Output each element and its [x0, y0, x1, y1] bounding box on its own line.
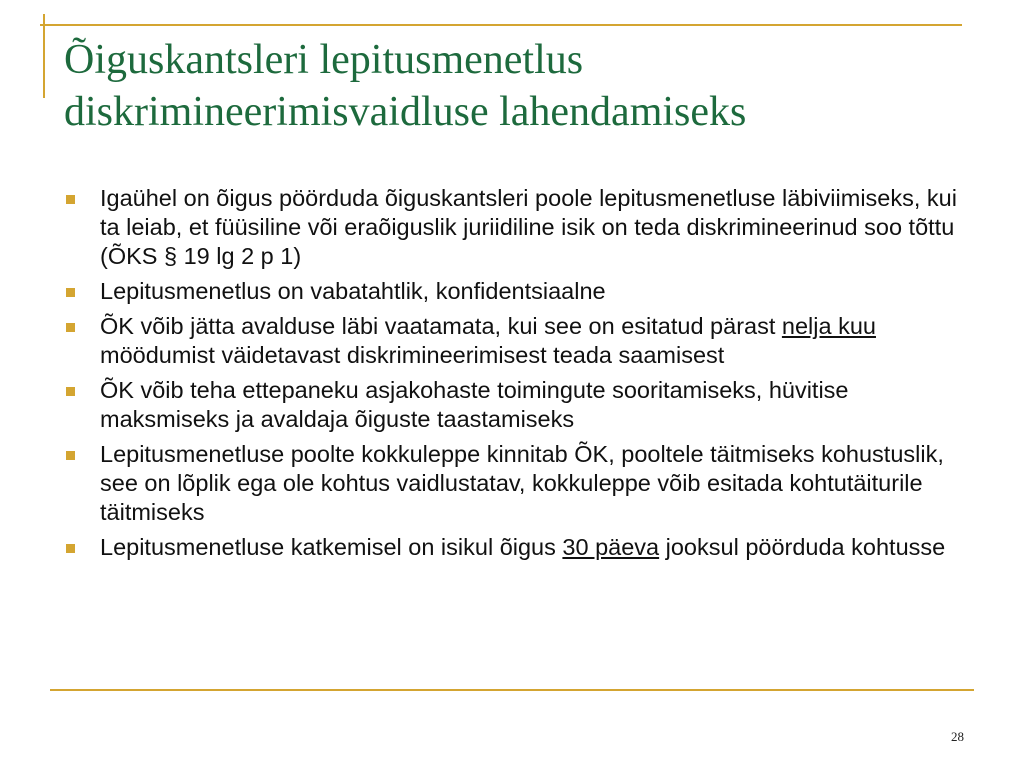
bullet-text-before: ÕK võib jätta avalduse läbi vaatamata, kui see on esitatud pärast — [100, 313, 782, 339]
underlined-term: 30 päeva — [562, 534, 660, 560]
square-bullet-icon — [66, 195, 75, 204]
bullet-text-after: jooksul pöörduda kohtusse — [659, 534, 946, 560]
bullet-text: Lepitusmenetluse poolte kokkuleppe kinnitab ÕK, pooltele täitmiseks kohustuslik, see on lõplik ega ole kohtus vaidlustatav, kokkuleppe võib esitada kohtutäiturile täitmiseks — [100, 441, 944, 525]
square-bullet-icon — [66, 451, 75, 460]
square-bullet-icon — [66, 288, 75, 297]
slide-title-line-2: diskrimineerimisvaidluse lahendamiseks — [64, 89, 747, 135]
bullet-item — [66, 277, 976, 306]
slide-title — [64, 34, 994, 138]
bullet-text-before: Lepitusmenetluse katkemisel on isikul õigus — [100, 534, 563, 560]
bullet-text-after: möödumist väidetavast diskrimineerimisest teada saamisest — [100, 342, 725, 368]
square-bullet-icon — [66, 387, 75, 396]
bullet-item — [66, 440, 976, 527]
bullet-item — [66, 184, 976, 271]
top-decorative-rule — [40, 24, 962, 26]
bullet-list — [66, 184, 976, 568]
square-bullet-icon — [66, 323, 75, 332]
bullet-item — [66, 533, 976, 562]
page-number: 28 — [951, 729, 964, 744]
bullet-text: ÕK võib teha ettepaneku asjakohaste toimingute sooritamiseks, hüvitise maksmiseks ja avaldaja õiguste taastamiseks — [100, 377, 849, 432]
slide-title-line-1: Õiguskantsleri lepitusmenetlus — [64, 37, 584, 83]
underlined-term: nelja kuu — [781, 313, 876, 339]
bottom-decorative-rule — [50, 689, 974, 691]
bullet-text: Igaühel on õigus pöörduda õiguskantsleri poole lepitusmenetluse läbiviimiseks, kui ta leiab, et füüsiline või eraõiguslik juriidiline isik on teda diskrimineerinud soo tõttu (ÕKS § 19 lg 2 p 1) — [100, 185, 957, 269]
square-bullet-icon — [66, 544, 75, 553]
bullet-item — [66, 312, 976, 370]
left-decorative-rule — [43, 14, 45, 98]
bullet-item — [66, 376, 976, 434]
bullet-text: Lepitusmenetlus on vabatahtlik, konfidentsiaalne — [100, 278, 606, 304]
